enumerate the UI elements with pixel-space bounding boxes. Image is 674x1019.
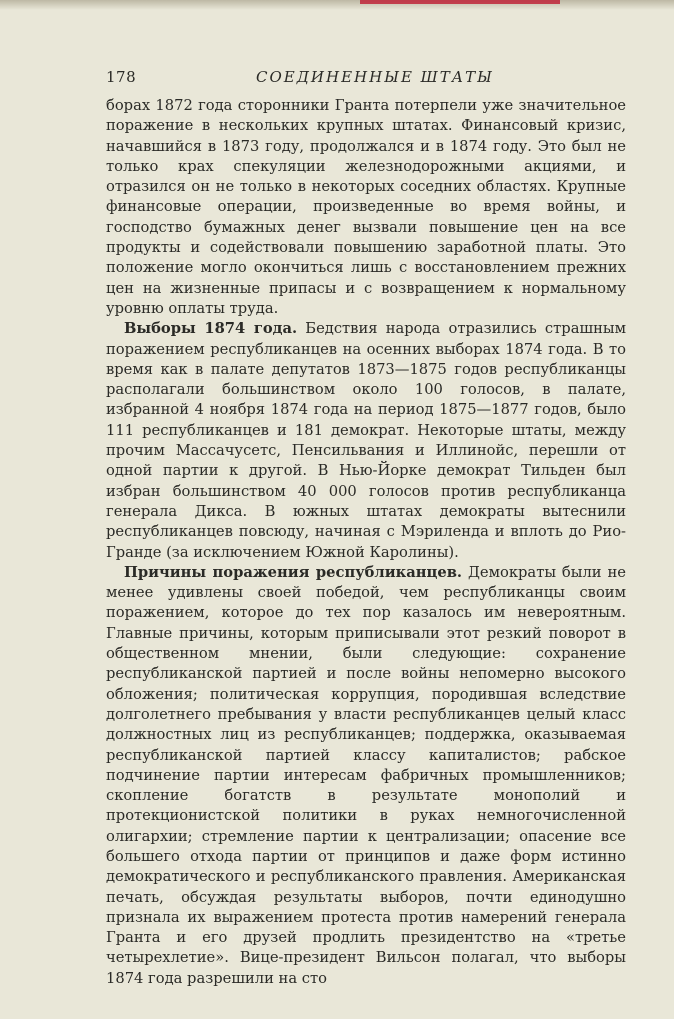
paragraph-3 xyxy=(106,563,626,989)
paragraph-2-text: Бедствия народа отразились страшным поражением республиканцев на осенних выборах 1874 года. В то время как в палате депутатов 1873—1875 годов республиканцы располагали большинством около 100 голосов, в палате, избранной 4 ноября 1874 года на период 1875—1877 годов, было 111 республиканцев и 181 демократ. Некоторые штаты, между прочим Массачусетс, Пенсильвания и Иллинойс, перешли от одной партии к другой. В Нью-Йорке демократ Тильден был избран большинством 40 000 голосов против республиканца генерала Дикса. В южных штатах демократы вытеснили республиканцев повсюду, начиная с Мэриленда и вплоть до Рио-Гранде (за исключением Южной Каролины). xyxy=(106,320,627,561)
text-body xyxy=(106,96,626,989)
running-head: СОЕДИНЕННЫЕ ШТАТЫ xyxy=(256,68,494,86)
page-top-mark xyxy=(360,0,560,4)
paragraph-3-text: Демократы были не менее удивлены своей победой, чем республиканцы своим поражением, которое до тех пор казалось им невероятным. Главные причины, которым приписывали этот резкий поворот в общественном мнении, были следующие: сохранение республиканской партией и после войны непомерно высокого обложения; политическая коррупция, породившая вследствие долголетнего пребывания у власти республиканцев целый класс должностных лиц из республиканцев; поддержка, оказываемая республиканской партией классу капиталистов; рабское подчинение партии интересам фабричных промышленников; скопление богатств в результате монополий и протекционистской политики в руках немногочисленной олигархии; стремление партии к централизации; опасение все большего отхода партии от принципов и даже форм истинно демократического и республиканского правления. Американская печать, обсуждая результаты выборов, почти единодушно признала их выражением протеста против намерений генерала Гранта и его друзей продлить президентство на «третье четырехлетие». Вице-президент Вильсон полагал, что выборы 1874 года разрешили на сто xyxy=(106,563,626,987)
page-number: 178 xyxy=(106,68,137,86)
paragraph-2 xyxy=(106,319,626,563)
paragraph-1-text: борах 1872 года сторонники Гранта потерпели уже значительное поражение в нескольких крупных штатах. Финансовый кризис, начавшийся в 1873 году, продолжался и в 1874 году. Это был не только крах спекуляции железнодорожными акциями, и отразился он не только в некоторых соседних областях. Крупные финансовые операции, произведенные во время войны, и господство бумажных денег вызвали повышение цен на все продукты и содействовали повышению заработной платы. Это положение могло окончиться лишь с восстановлением прежних цен на жизненные припасы и с возвращением к нормальному уровню оплаты труда. xyxy=(106,97,626,317)
paragraph-1 xyxy=(106,96,626,319)
section-title-elections-1874: Выборы 1874 года. xyxy=(124,320,298,338)
page-header xyxy=(106,66,626,90)
section-title-defeat-causes: Причины поражения республиканцев. xyxy=(124,563,463,581)
page-top-edge xyxy=(0,0,674,10)
book-page xyxy=(106,66,626,989)
